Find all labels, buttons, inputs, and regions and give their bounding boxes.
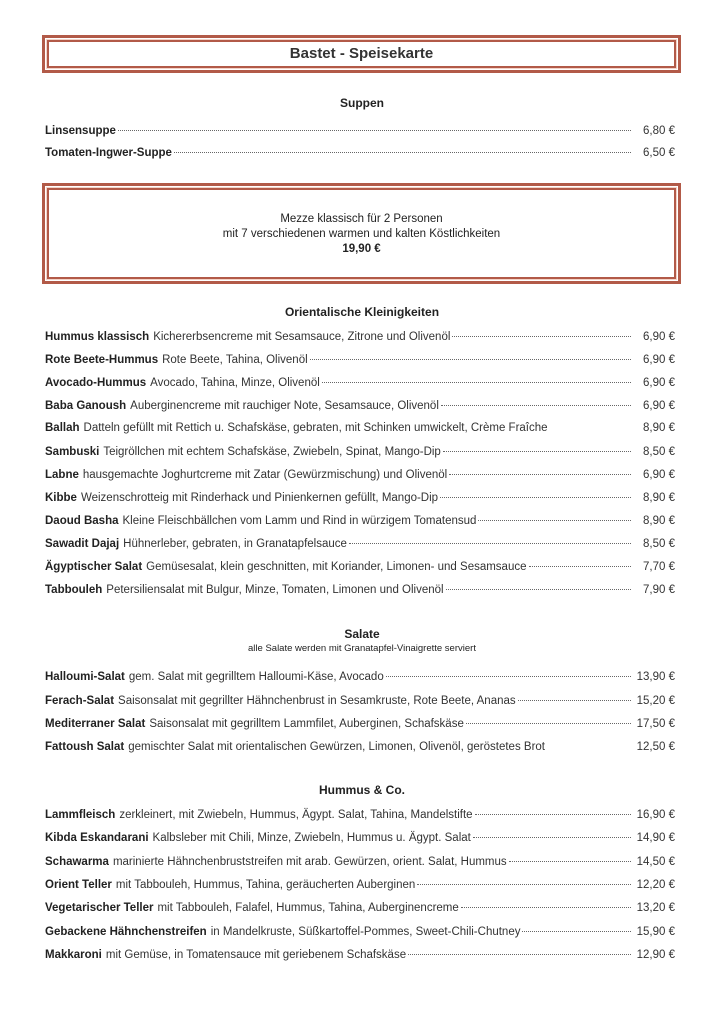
menu-item	[45, 419, 675, 435]
dot-leader	[466, 711, 631, 724]
item-name: Daoud Basha	[45, 515, 119, 527]
item-name: Orient Teller	[45, 878, 112, 891]
dot-leader	[174, 140, 631, 153]
mezze-frame	[42, 183, 681, 284]
menu-item	[45, 714, 675, 730]
menu-item	[45, 898, 675, 914]
item-description: gem. Salat mit gegrilltem Halloumi-Käse, Avocado	[128, 671, 384, 683]
item-price: 14,90 €	[636, 832, 675, 845]
item-price: 8,50 €	[643, 446, 675, 458]
item-name: Hummus klassisch	[45, 331, 150, 343]
dot-leader	[547, 735, 631, 747]
menu-item	[45, 828, 675, 844]
item-description: Kichererbsencreme mit Sesamsauce, Zitrone und Olivenöl	[153, 331, 451, 343]
item-description: Avocado, Tahina, Minze, Olivenöl	[150, 377, 320, 389]
item-description: Petersiliensalat mit Bulgur, Minze, Tomaten, Limonen und Olivenöl	[106, 584, 444, 596]
item-description: Saisonsalat mit gegrilltem Lammfilet, Auberginen, Schafskäse	[149, 718, 464, 730]
menu-item	[45, 580, 675, 596]
item-name: Ägyptischer Salat	[45, 561, 143, 573]
dot-leader	[310, 347, 631, 360]
section-subtitle-salate: alle Salate werden mit Granatapfel-Vinaigrette serviert	[248, 643, 476, 654]
item-name: Mediterraner Salat	[45, 718, 146, 730]
dot-leader	[349, 531, 631, 544]
title-frame	[42, 35, 681, 73]
menu-item	[45, 350, 675, 366]
dot-leader	[408, 942, 631, 955]
item-price: 6,90 €	[643, 400, 675, 412]
item-name: Labne	[45, 469, 79, 481]
mezze-line-1: Mezze klassisch für 2 Personen	[280, 213, 443, 225]
dot-leader	[475, 802, 631, 815]
item-description: zerkleinert, mit Zwiebeln, Hummus, Ägypt. Salat, Tahina, Mandelstifte	[119, 809, 473, 821]
menu-item	[45, 922, 675, 938]
mezze-line-2: mit 7 verschiedenen warmen und kalten Köstlichkeiten	[222, 228, 501, 240]
item-price: 6,90 €	[643, 331, 675, 343]
menu-item	[45, 327, 675, 343]
item-name: Linsensuppe	[45, 125, 116, 137]
menu-item	[45, 442, 675, 458]
item-description: marinierte Hähnchenbruststreifen mit arab. Gewürzen, orient. Salat, Hummus	[112, 855, 507, 868]
item-name: Makkaroni	[45, 948, 102, 961]
item-name: Sambuski	[45, 446, 100, 458]
menu-item	[45, 667, 675, 683]
item-price: 15,20 €	[636, 694, 675, 707]
dot-leader	[441, 393, 631, 406]
item-description: Auberginencreme mit rauchiger Note, Sesamsauce, Olivenöl	[130, 400, 439, 412]
dot-leader	[386, 664, 631, 677]
item-price: 8,90 €	[643, 492, 675, 504]
item-price: 15,90 €	[636, 925, 675, 938]
item-price: 17,50 €	[636, 718, 675, 730]
item-price: 8,90 €	[643, 515, 675, 527]
dot-leader	[478, 508, 631, 521]
menu-item	[45, 143, 675, 159]
dot-leader	[518, 688, 631, 701]
item-price: 13,90 €	[636, 671, 675, 683]
item-name: Baba Ganoush	[45, 400, 127, 412]
dot-leader	[118, 118, 631, 131]
item-name: Tomaten-Ingwer-Suppe	[45, 147, 172, 159]
item-description: Datteln gefüllt mit Rettich u. Schafskäse, gebraten, mit Schinken umwickelt, Crème Fraîche	[83, 422, 548, 434]
section-title-kleinigkeiten: Orientalische Kleinigkeiten	[284, 305, 440, 319]
page-title: Bastet - Speisekarte	[289, 45, 434, 62]
item-price: 7,70 €	[643, 561, 675, 573]
dot-leader	[440, 485, 631, 498]
section-title-hummus-co: Hummus & Co.	[318, 783, 405, 797]
item-description: Kalbsleber mit Chili, Minze, Zwiebeln, Hummus u. Ägypt. Salat	[152, 832, 471, 845]
item-name: Fattoush Salat	[45, 740, 125, 753]
item-name: Kibda Eskandarani	[45, 832, 149, 845]
dot-leader	[417, 872, 631, 885]
item-name: Ferach-Salat	[45, 694, 115, 707]
item-name: Rote Beete-Hummus	[45, 354, 159, 366]
item-description: Hühnerleber, gebraten, in Granatapfelsauce	[123, 538, 347, 550]
menu-item	[45, 396, 675, 412]
item-price: 16,90 €	[636, 809, 675, 821]
item-price: 6,90 €	[643, 354, 675, 366]
item-price: 8,90 €	[643, 422, 675, 434]
dot-leader	[522, 919, 631, 932]
menu-item	[45, 852, 675, 868]
item-name: Sawadit Dajaj	[45, 538, 120, 550]
item-price: 14,50 €	[636, 855, 675, 868]
dot-leader	[473, 825, 631, 838]
menu-item	[45, 534, 675, 550]
menu-item	[45, 557, 675, 573]
item-price: 12,90 €	[636, 948, 675, 961]
menu-item	[45, 488, 675, 504]
dot-leader	[529, 554, 632, 567]
dot-leader	[509, 849, 631, 862]
item-name: Halloumi-Salat	[45, 671, 125, 683]
menu-item	[45, 121, 675, 137]
item-price: 12,20 €	[636, 878, 675, 891]
dot-leader	[446, 577, 631, 590]
item-price: 7,90 €	[643, 584, 675, 596]
dot-leader	[443, 439, 631, 452]
item-price: 8,50 €	[643, 538, 675, 550]
item-name: Ballah	[45, 422, 80, 434]
menu-item	[45, 805, 675, 821]
item-description: mit Tabbouleh, Hummus, Tahina, geräucherten Auberginen	[115, 878, 416, 891]
item-description: hausgemachte Joghurtcreme mit Zatar (Gewürzmischung) und Olivenöl	[82, 469, 448, 481]
item-name: Gebackene Hähnchenstreifen	[45, 925, 207, 938]
item-description: Saisonsalat mit gegrillter Hähnchenbrust in Sesamkruste, Rote Beete, Ananas	[118, 694, 516, 707]
item-description: Weizenschrotteig mit Rinderhack und Pinienkernen gefüllt, Mango-Dip	[80, 492, 439, 504]
item-description: mit Tabbouleh, Falafel, Hummus, Tahina, Auberginencreme	[157, 902, 459, 915]
menu-item	[45, 738, 675, 754]
menu-item	[45, 373, 675, 389]
item-description: mit Gemüse, in Tomatensauce mit geriebenem Schafskäse	[105, 948, 407, 961]
item-name: Kibbe	[45, 492, 77, 504]
mezze-price: 19,90 €	[342, 243, 381, 255]
item-name: Lammfleisch	[45, 809, 116, 821]
section-title-suppen: Suppen	[340, 96, 384, 110]
dot-leader	[461, 895, 631, 908]
item-description: Rote Beete, Tahina, Olivenöl	[162, 354, 308, 366]
item-description: Kleine Fleischbällchen vom Lamm und Rind in würzigem Tomatensud	[122, 515, 477, 527]
section-title-salate: Salate	[344, 627, 380, 641]
dot-leader	[322, 370, 631, 383]
item-description: Teigröllchen mit echtem Schafskäse, Zwiebeln, Spinat, Mango-Dip	[103, 446, 441, 458]
item-name: Schawarma	[45, 855, 109, 868]
item-price: 6,50 €	[643, 147, 675, 159]
menu-item	[45, 465, 675, 481]
item-name: Vegetarischer Teller	[45, 902, 154, 915]
mezze-offer	[45, 212, 678, 257]
item-description: Gemüsesalat, klein geschnitten, mit Koriander, Limonen- und Sesamsauce	[146, 561, 527, 573]
item-description: in Mandelkruste, Süßkartoffel-Pommes, Sweet-Chili-Chutney	[210, 925, 521, 938]
item-name: Avocado-Hummus	[45, 377, 147, 389]
item-price: 13,20 €	[636, 902, 675, 915]
item-description: gemischter Salat mit orientalischen Gewürzen, Limonen, Olivenöl, geröstetes Brot	[128, 740, 545, 753]
menu-item	[45, 691, 675, 707]
item-price: 12,50 €	[636, 740, 675, 753]
menu-item	[45, 511, 675, 527]
item-price: 6,90 €	[643, 469, 675, 481]
item-price: 6,90 €	[643, 377, 675, 389]
dot-leader	[550, 416, 631, 428]
menu-item	[45, 945, 675, 961]
menu-item	[45, 875, 675, 891]
dot-leader	[452, 324, 631, 337]
item-price: 6,80 €	[643, 125, 675, 137]
item-name: Tabbouleh	[45, 584, 103, 596]
dot-leader	[449, 462, 631, 475]
